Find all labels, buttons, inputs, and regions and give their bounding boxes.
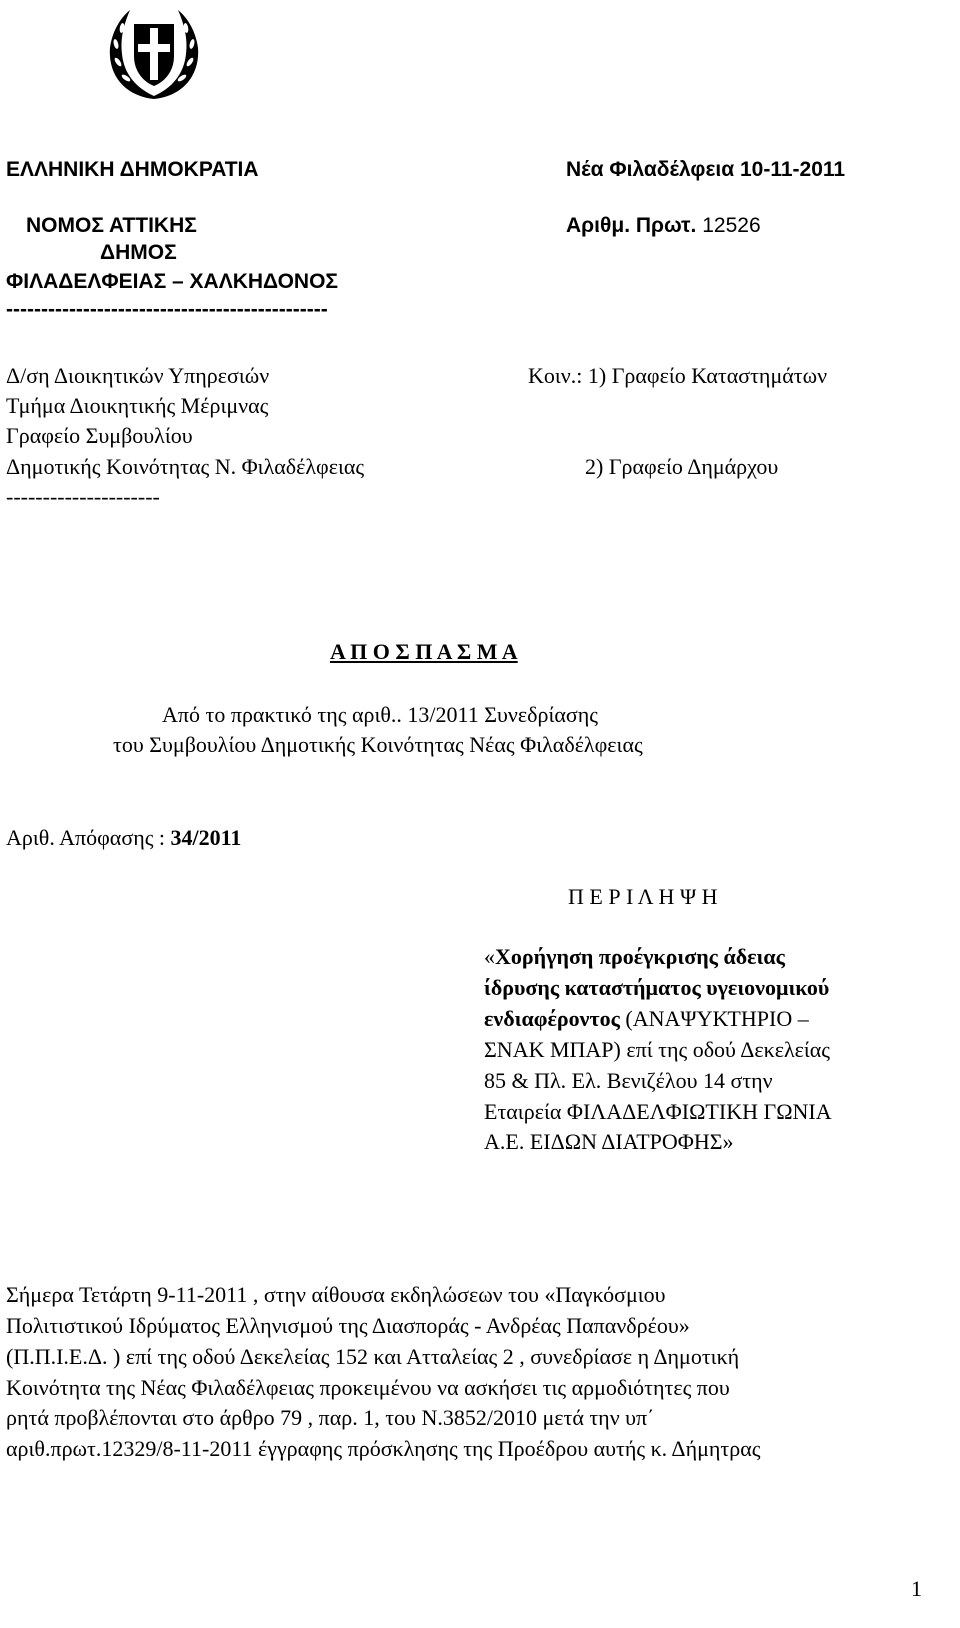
subtitle-line-1: Από το πρακτικό της αριθ.. 13/2011 Συνεδρίασης — [162, 702, 598, 727]
subtitle-line-2: του Συμβουλίου Δημοτικής Κοινότητας Νέας Φιλαδέλφειας — [113, 732, 643, 757]
body-line-6: αριθ.πρωτ.12329/8-11-2011 έγγραφης πρόσκλησης της Προέδρου αυτής κ. Δήμητρας — [6, 1436, 761, 1461]
summary-line-7: Α.Ε. ΕΙΔΩΝ ΔΙΑΤΡΟΦΗΣ» — [484, 1129, 734, 1154]
summary-line-4: ΣΝΑΚ ΜΠΑΡ) επί της οδού Δεκελείας — [484, 1037, 831, 1062]
decision-label: Αριθ. Απόφασης : — [6, 825, 171, 850]
summary-heading: Π Ε Ρ Ι Λ Η Ψ Η — [568, 884, 718, 909]
department-line-3: Γραφείο Συμβουλίου — [6, 423, 193, 448]
header-prefecture: ΝΟΜΟΣ ΑΤΤΙΚΗΣ — [26, 214, 197, 237]
protocol-line — [566, 214, 761, 238]
koin-line-2: 2) Γραφείο Δημάρχου — [585, 454, 779, 479]
header-municipality-name: ΦΙΛΑΔΕΛΦΕΙΑΣ – ΧΑΛΚΗΔΟΝΟΣ — [6, 270, 339, 293]
summary-line-3 — [484, 1006, 809, 1032]
greek-emblem-icon — [104, 4, 204, 104]
department-line-2: Τμήμα Διοικητικής Μέριμνας — [6, 393, 269, 418]
body-line-2: Πολιτιστικού Ιδρύματος Ελληνισμού της Διασποράς - Ανδρέας Παπανδρέου» — [6, 1313, 690, 1338]
protocol-number: 12526 — [702, 214, 761, 237]
summary-line-2: ίδρυσης καταστήματος υγειονομικού — [484, 975, 830, 1000]
decision-number: 34/2011 — [170, 825, 242, 850]
department-line-1: Δ/ση Διοικητικών Υπηρεσιών — [6, 363, 270, 388]
document-date: Νέα Φιλαδέλφεια 10-11-2011 — [566, 158, 846, 181]
koin-line-1: Κοιν.: 1) Γραφείο Καταστημάτων — [528, 363, 828, 388]
summary-open-quote: « — [484, 944, 495, 969]
summary-line-1 — [484, 944, 785, 970]
header-divider: ---------------------------------------------- — [6, 298, 328, 321]
header-republic: ΕΛΛΗΝΙΚΗ ΔΗΜΟΚΡΑΤΙΑ — [6, 158, 259, 181]
summary-bold-3: ενδιαφέροντος — [484, 1006, 620, 1031]
summary-line-5: 85 & Πλ. Ελ. Βενιζέλου 14 στην — [484, 1068, 773, 1093]
body-line-1: Σήμερα Τετάρτη 9-11-2011 , στην αίθουσα εκδηλώσεων του «Παγκόσμιου — [6, 1282, 666, 1307]
department-line-4: Δημοτικής Κοινότητας Ν. Φιλαδέλφειας — [6, 454, 365, 479]
body-line-5: ρητά προβλέπονται στο άρθρο 79 , παρ. 1, του Ν.3852/2010 μετά την υπ΄ — [6, 1405, 655, 1430]
header-municipality-label: ΔΗΜΟΣ — [100, 241, 177, 264]
decision-line — [6, 825, 241, 851]
body-line-3: (Π.Π.Ι.Ε.Δ. ) επί της οδού Δεκελείας 152 και Ατταλείας 2 , συνεδρίασε η Δημοτική — [6, 1344, 740, 1369]
document-title: Α Π Ο Σ Π Α Σ Μ Α — [330, 639, 518, 664]
summary-line-6: Εταιρεία ΦΙΛΑΔΕΛΦΙΩΤΙΚΗ ΓΩΝΙΑ — [484, 1099, 832, 1124]
summary-bold-1: Χορήγηση προέγκρισης άδειας — [495, 944, 785, 969]
summary-rest-3: (ΑΝΑΨΥΚΤΗΡΙΟ – — [619, 1006, 809, 1031]
page-number: 1 — [911, 1576, 922, 1601]
department-divider: --------------------- — [6, 484, 160, 509]
protocol-label: Αριθμ. Πρωτ. — [566, 214, 697, 237]
body-line-4: Κοινότητα της Νέας Φιλαδέλφειας προκειμένου να ασκήσει τις αρμοδιότητες που — [6, 1375, 730, 1400]
